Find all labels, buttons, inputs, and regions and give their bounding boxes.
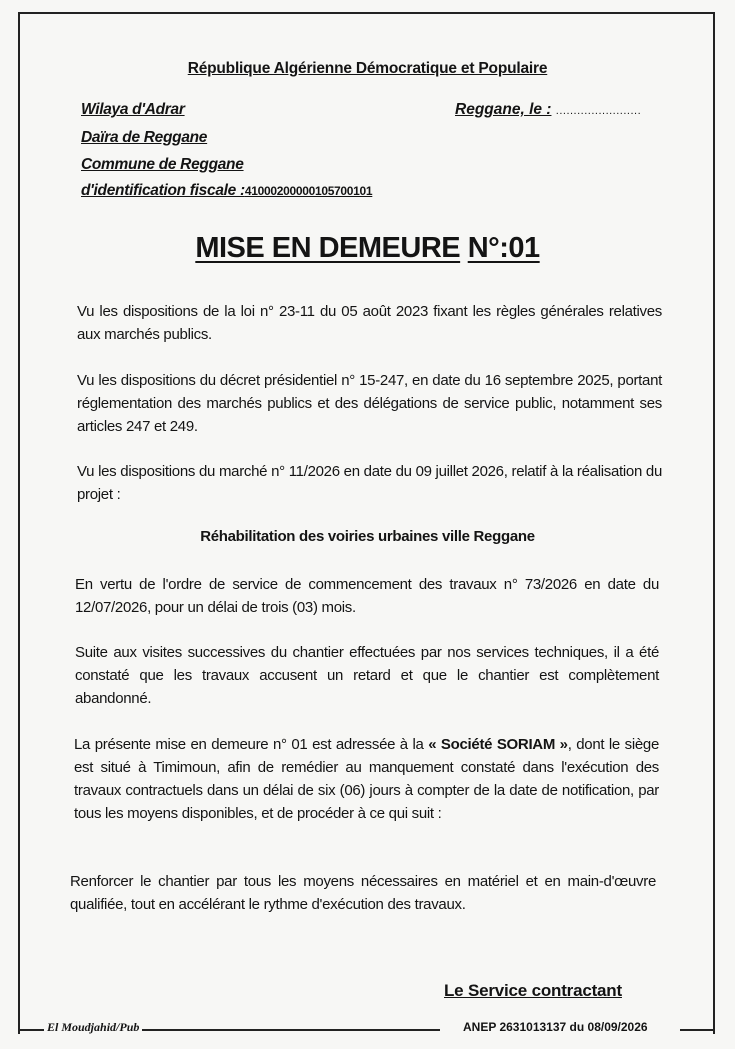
title-number: N°:01	[467, 232, 540, 264]
footer-rule-middle	[140, 1029, 440, 1031]
paragraph-mise-en-demeure	[74, 733, 659, 825]
fiscal-id	[81, 182, 372, 200]
wilaya-label: Wilaya d'Adrar	[81, 101, 185, 118]
fiscal-id-label: d'identification fiscale :	[81, 182, 245, 199]
footer-rule-right	[680, 1029, 715, 1031]
document-title	[0, 232, 735, 265]
p6-after: , dont le siège est situé à Timimoun, afin de remédier au manquement constaté dans l'exécution des travaux contractuels dans un délai de six (06) jours à compter de la date de notification, par tous les moyens disponibles, et de procéder à ce qui suit :	[74, 736, 659, 822]
p6-before: La présente mise en demeure n° 01 est adressée à la	[74, 736, 429, 753]
fiscal-id-number: 41000200000105700101	[244, 184, 373, 198]
commune-label: Commune de Reggane	[81, 156, 244, 173]
place-date-label: Reggane, le :	[455, 101, 552, 118]
place-date	[455, 101, 641, 119]
footer-publisher: El Moudjahid/Pub	[44, 1020, 142, 1035]
daira-label: Daïra de Reggane	[81, 129, 208, 146]
paragraph-marche: Vu les dispositions du marché n° 11/2026 en date du 09 juillet 2026, relatif à la réalisation du projet :	[77, 463, 662, 503]
paragraph-visites: Suite aux visites successives du chantier effectuées par nos services techniques, il a été constaté que les travaux accusent un retard et que le chantier est complètement abandonné.	[75, 644, 659, 707]
paragraph-loi: Vu les dispositions de la loi n° 23-11 du 05 août 2023 fixant les règles générales relatives aux marchés publics.	[77, 303, 662, 343]
signature: Le Service contractant	[444, 981, 622, 1000]
place-date-dots: ........................	[555, 105, 642, 117]
paragraph-renforcer: Renforcer le chantier par tous les moyens nécessaires en matériel et en main-d'œuvre qualifiée, tout en accélérant le rythme d'exécution des travaux.	[70, 873, 656, 913]
paragraph-decret: Vu les dispositions du décret présidentiel n° 15-247, en date du 16 septembre 2025, portant réglementation des marchés publics et des délégations de service public, notamment ses articles 247 et 249.	[77, 372, 662, 435]
title-main: MISE EN DEMEURE	[195, 232, 461, 264]
company-name: « Société SORIAM »	[428, 736, 568, 753]
footer-anep: ANEP 2631013137 du 08/09/2026	[460, 1020, 651, 1034]
paragraph-ordre-service: En vertu de l'ordre de service de commencement des travaux n° 73/2026 en date du 12/07/2026, pour un délai de trois (03) mois.	[75, 576, 659, 616]
project-title: Réhabilitation des voiries urbaines ville Reggane	[200, 528, 535, 545]
republic-heading: République Algérienne Démocratique et Populaire	[187, 60, 548, 77]
